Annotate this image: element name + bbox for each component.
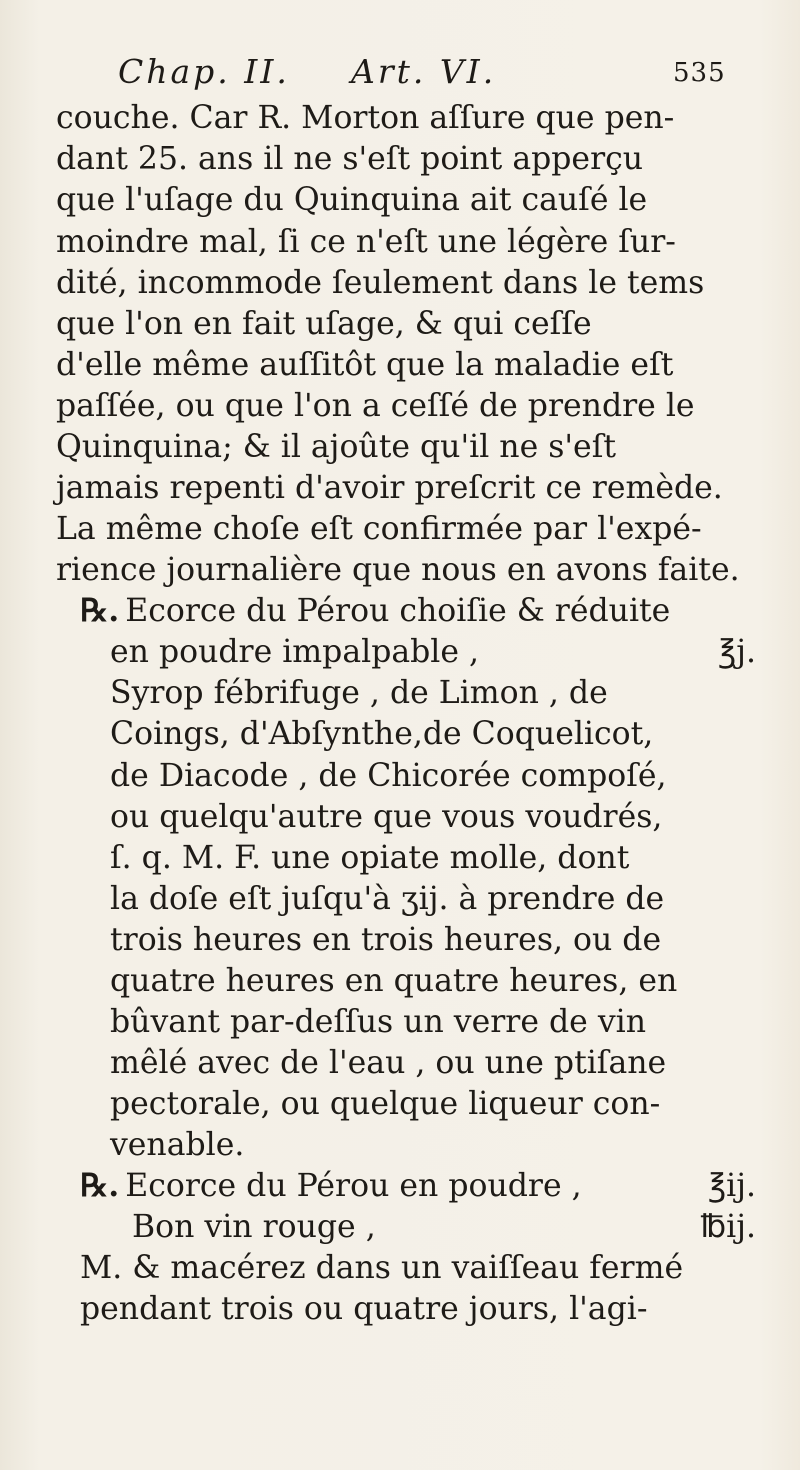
text-line: que l'uſage du Quinquina ait cauſé le bbox=[56, 182, 648, 218]
recipe-line: Syrop fébrifuge , de Limon , de bbox=[110, 675, 608, 711]
article-heading: Art. VI. bbox=[351, 52, 497, 91]
recipe-line: venable. bbox=[110, 1127, 245, 1163]
text-line: dité, incommode ſeulement dans le tems bbox=[56, 265, 705, 301]
recipe-line: Coings, d'Abſynthe,de Coquelicot, bbox=[110, 716, 654, 752]
recipe-line: la doſe eſt juſqu'à ʒij. à prendre de bbox=[110, 881, 665, 917]
recipe-line bbox=[80, 1166, 756, 1206]
recipe-symbol: ℞. bbox=[80, 592, 120, 629]
recipe-line bbox=[132, 1207, 756, 1247]
text-line: dant 25. ans il ne s'eſt point apperçu bbox=[56, 141, 644, 177]
text-line: d'elle même auſſitôt que la maladie eſt bbox=[56, 347, 674, 383]
running-header bbox=[118, 52, 758, 98]
recipe-symbol: ℞. bbox=[80, 1167, 120, 1204]
page-number: 535 bbox=[673, 58, 726, 88]
recipe-line: ſ. q. M. F. une opiate molle, dont bbox=[110, 840, 630, 876]
text-line: Quinquina; & il ajoûte qu'il ne s'eſt bbox=[56, 429, 617, 465]
recipe-line: pendant trois ou quatre jours, l'agi- bbox=[80, 1291, 648, 1327]
text-line: rience journalière que nous en avons faite. bbox=[56, 552, 740, 588]
text-line: moindre mal, ſi ce n'eſt une légère ſur- bbox=[56, 224, 676, 260]
recipe-line: pectorale, ou quelque liqueur con- bbox=[110, 1086, 661, 1122]
recipe-line: de Diacode , de Chicorée compoſé, bbox=[110, 758, 667, 794]
recipe-line: M. & macérez dans un vaiſſeau fermé bbox=[80, 1250, 684, 1286]
recipe-line: quatre heures en quatre heures, en bbox=[110, 963, 678, 999]
recipe-line bbox=[110, 632, 756, 672]
recipe-ingredient: Ecorce du Pérou choiſie & réduite bbox=[125, 593, 671, 629]
recipe-ingredient: en poudre impalpable , bbox=[110, 634, 480, 670]
recipe-dose: ℥ij. bbox=[707, 1168, 756, 1204]
recipe-ingredient: Bon vin rouge , bbox=[132, 1209, 376, 1245]
text-line: que l'on en fait uſage, & qui ceſſe bbox=[56, 306, 592, 342]
recipe-ingredient: Ecorce du Pérou en poudre , bbox=[125, 1168, 582, 1204]
recipe-line: ou quelqu'autre que vous voudrés, bbox=[110, 799, 663, 835]
text-line: couche. Car R. Morton aſſure que pen- bbox=[56, 100, 675, 136]
chapter-heading: Chap. II. bbox=[118, 52, 290, 91]
text-line: La même choſe eſt confirmée par l'expé- bbox=[56, 511, 702, 547]
recipe-line bbox=[80, 591, 756, 631]
recipe-dose: ℥j. bbox=[718, 634, 756, 670]
recipe-line: mêlé avec de l'eau , ou une ptiſane bbox=[110, 1045, 667, 1081]
recipe-dose: ℔ij. bbox=[700, 1209, 756, 1245]
recipe-line: bûvant par-deſſus un verre de vin bbox=[110, 1004, 646, 1040]
text-line: jamais repenti d'avoir preſcrit ce remède. bbox=[56, 470, 723, 506]
text-line: paſſée, ou que l'on a ceſſé de prendre le bbox=[56, 388, 695, 424]
recipe-line: trois heures en trois heures, ou de bbox=[110, 922, 662, 958]
